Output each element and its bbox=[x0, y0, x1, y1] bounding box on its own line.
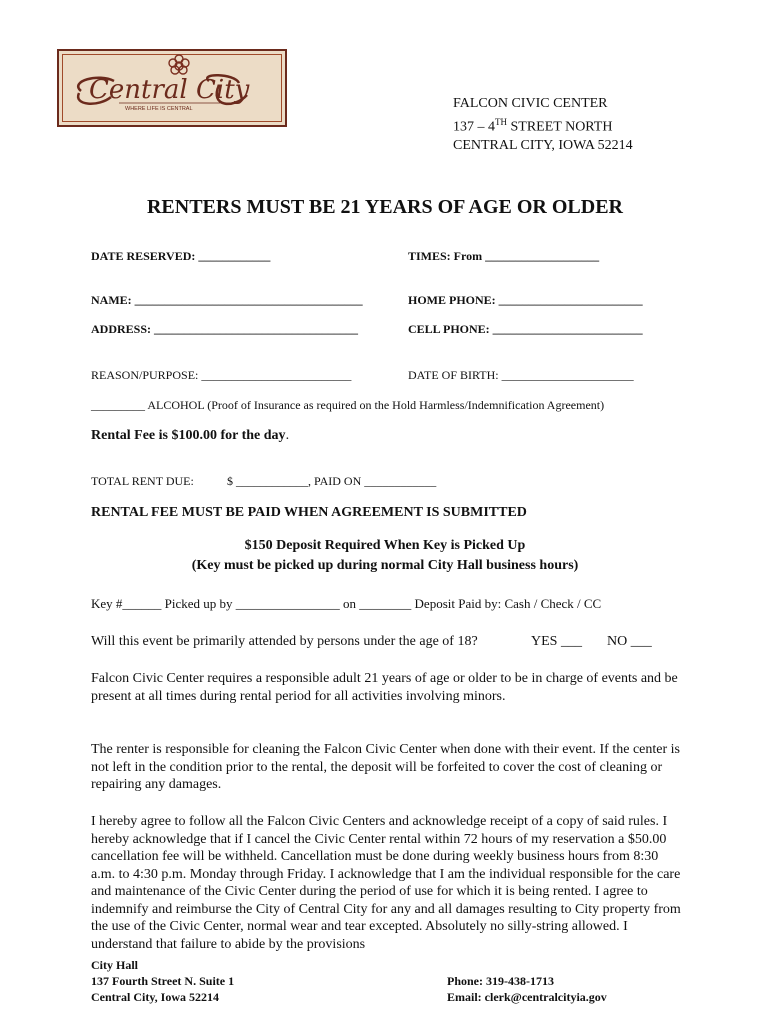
address-field[interactable]: ADDRESS: __________________________________ bbox=[91, 322, 359, 336]
name-field[interactable]: NAME: ______________________________________ bbox=[91, 293, 363, 307]
dob-field[interactable]: DATE OF BIRTH: ______________________ bbox=[408, 368, 634, 382]
logo-script: Central City bbox=[89, 75, 250, 105]
key-pickup-line[interactable]: Key #______ Picked up by ________________ on ________ Deposit Paid by: Cash / Check / CC bbox=[91, 596, 602, 611]
facility-address bbox=[453, 95, 633, 155]
date-reserved-field[interactable]: DATE RESERVED: ____________ bbox=[91, 249, 271, 263]
cell-phone-field[interactable]: CELL PHONE: _________________________ bbox=[408, 322, 643, 336]
times-field[interactable]: TIMES: From ___________________ bbox=[408, 249, 600, 263]
rental-fee-amount: Rental Fee is $100.00 for the day bbox=[91, 428, 286, 443]
deposit-line-1: $150 Deposit Required When Key is Picked Up bbox=[244, 538, 526, 553]
address-street: STREET NORTH bbox=[507, 119, 613, 135]
minors-yes-field[interactable]: YES ___ bbox=[531, 634, 582, 649]
alcohol-field[interactable]: _________ ALCOHOL (Proof of Insurance as required on the Hold Harmless/Indemnification Agreement) bbox=[91, 398, 605, 412]
home-phone-field[interactable]: HOME PHONE: ________________________ bbox=[408, 293, 643, 307]
address-number: 137 – 4 bbox=[453, 119, 495, 135]
footer-line-1: City Hall bbox=[91, 958, 138, 972]
footer-line-2: 137 Fourth Street N. Suite 1 bbox=[91, 974, 235, 988]
footer-line-3: Central City, Iowa 52214 bbox=[91, 990, 219, 1004]
total-rent-label: TOTAL RENT DUE: bbox=[91, 474, 194, 488]
address-line-3: CENTRAL CITY, IOWA 52214 bbox=[453, 137, 633, 153]
total-rent-value[interactable]: $ ____________, PAID ON ____________ bbox=[227, 474, 437, 488]
minors-policy-paragraph: Falcon Civic Center requires a responsible adult 21 years of age or older to be in charge of events and be present at all times during rental period for all activities involving minors. bbox=[91, 671, 678, 704]
rental-fee-notice: RENTAL FEE MUST BE PAID WHEN AGREEMENT IS SUBMITTED bbox=[91, 505, 527, 520]
agreement-paragraph: I hereby agree to follow all the Falcon Civic Centers and acknowledge receipt of a copy of said rules. I hereby acknowledge that if I cancel the Civic Center rental within 72 hours of my reservation a $50.00 cancellation fee will be withheld. Cancellation must be done during weekly business hours from 8:30 a.m. to 4:30 p.m. Monday through Friday. I acknowledge that I am the individual responsible for the care and maintenance of the Civic Center during the period of use for which it is being rented. I agree to indemnify and reimburse the City of Central City for any and all damages resulting to City property from the use of the Civic Center, normal wear and tear excepted. Absolutely no silly-string allowed. I understand that failure to abide by the provisions bbox=[91, 814, 681, 952]
logo-tagline: WHERE LIFE IS CENTRAL bbox=[125, 106, 193, 112]
footer-address bbox=[91, 957, 234, 1005]
flower-icon bbox=[169, 55, 189, 74]
address-ordinal: TH bbox=[495, 117, 507, 127]
rental-fee-period: . bbox=[285, 428, 290, 443]
cleaning-policy-paragraph: The renter is responsible for cleaning the Falcon Civic Center when done with their event. If the center is not left in the condition prior to the rental, the deposit will be forfeited to cover the cost of cleaning or repairing any damages. bbox=[91, 742, 680, 792]
page-title: RENTERS MUST BE 21 YEARS OF AGE OR OLDER bbox=[146, 196, 623, 218]
address-line-1: FALCON CIVIC CENTER bbox=[453, 96, 608, 111]
reason-field[interactable]: REASON/PURPOSE: _________________________ bbox=[91, 368, 352, 382]
address-line-2 bbox=[453, 113, 633, 137]
logo-graphic bbox=[59, 51, 285, 125]
minors-question: Will this event be primarily attended by persons under the age of 18? bbox=[91, 634, 478, 649]
rental-fee-text bbox=[91, 428, 289, 444]
minors-no-field[interactable]: NO ___ bbox=[607, 634, 652, 649]
deposit-line-2: (Key must be picked up during normal City Hall business hours) bbox=[191, 558, 579, 573]
footer-phone: Phone: 319-438-1713 bbox=[447, 974, 554, 988]
footer-email[interactable]: Email: clerk@centralcityia.gov bbox=[447, 990, 607, 1004]
footer-contact bbox=[447, 973, 607, 1005]
central-city-logo bbox=[57, 49, 287, 127]
